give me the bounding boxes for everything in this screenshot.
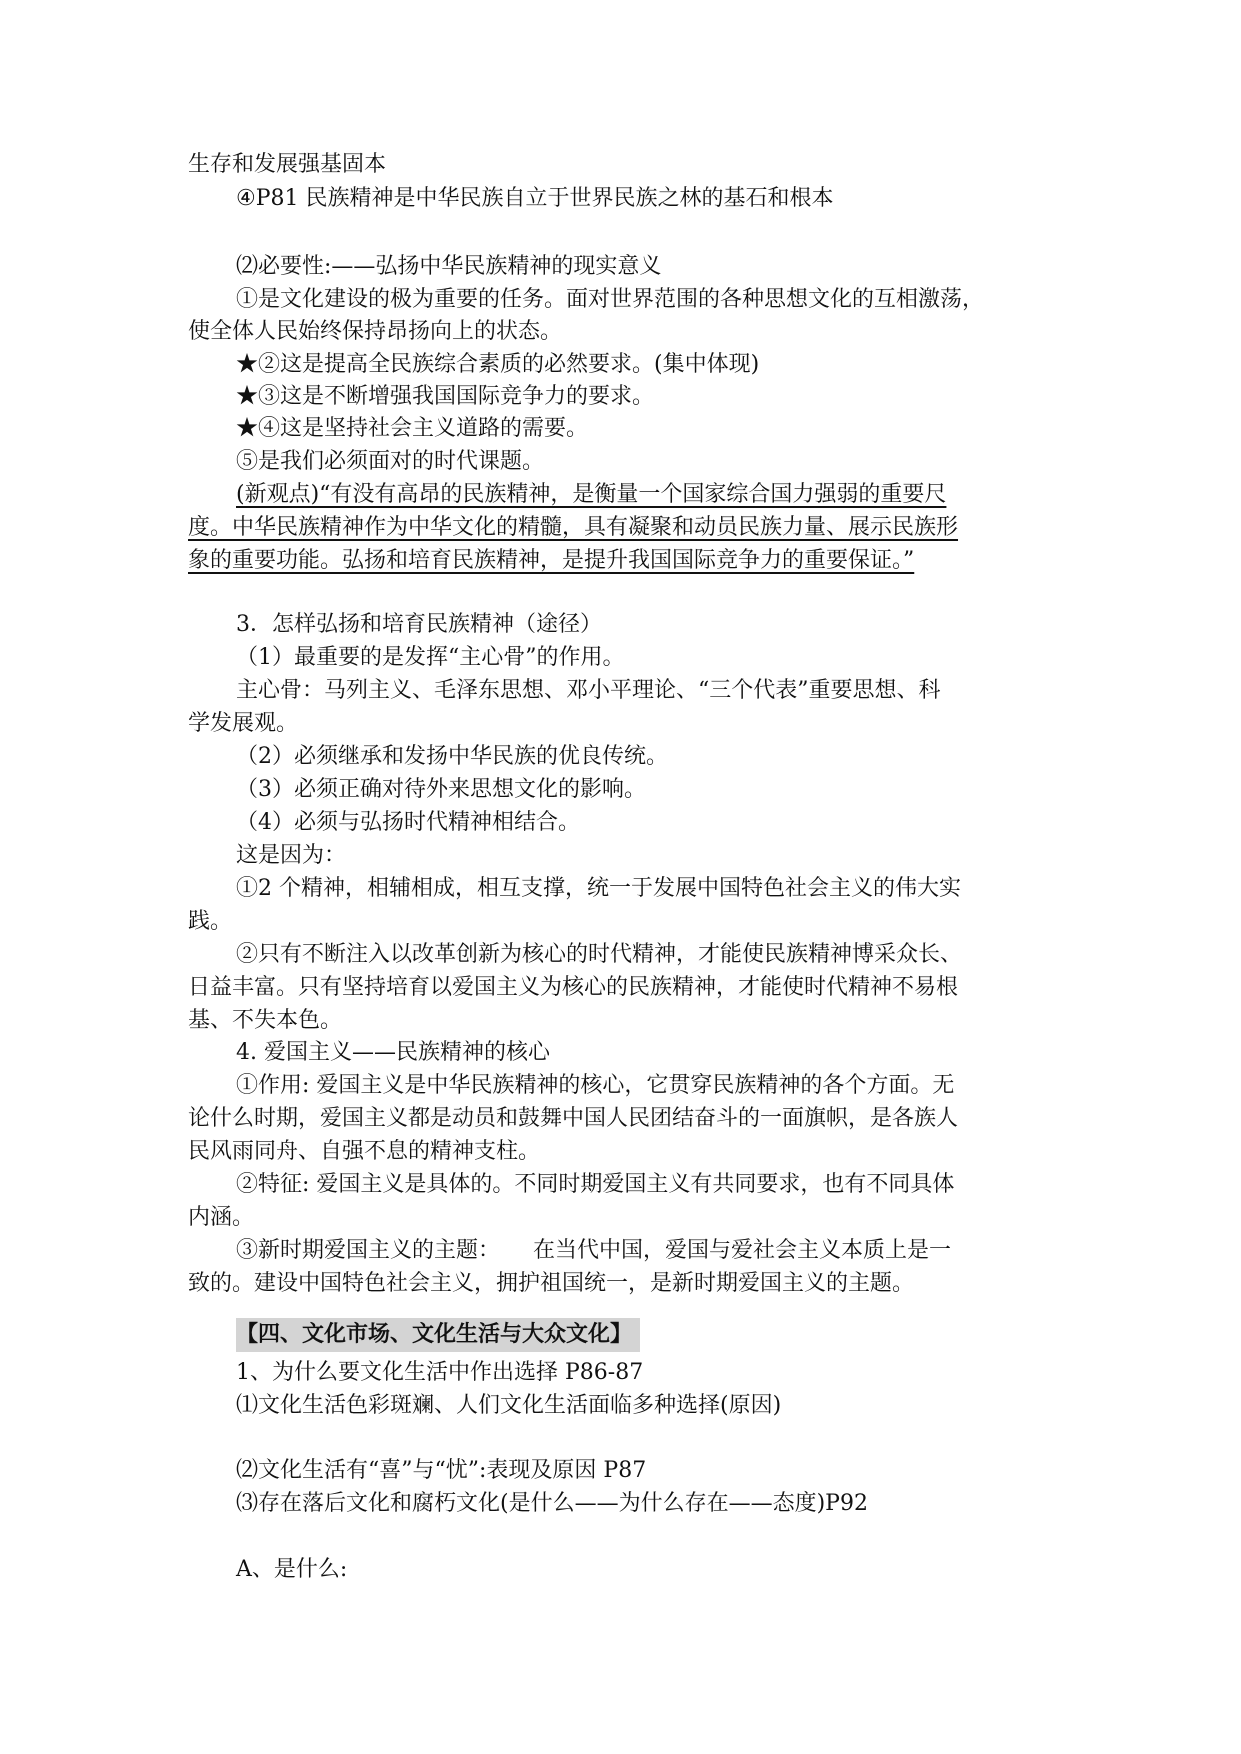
text-line: 4. 爱国主义——民族精神的核心 (236, 1040, 550, 1065)
text-line: ②特征: 爱国主义是具体的。不同时期爱国主义有共同要求，也有不同具体 (236, 1172, 955, 1197)
text-line: （3）必须正确对待外来思想文化的影响。 (236, 777, 646, 802)
new-viewpoint-line: (新观点)“有没有高昂的民族精神，是衡量一个国家综合国力强弱的重要尺 (236, 482, 947, 507)
text-line: 民风雨同舟、自强不息的精神支柱。 (188, 1139, 541, 1164)
text-line: 1、为什么要文化生活中作出选择 P86-87 (236, 1360, 644, 1385)
text-line: ⑵必要性:——弘扬中华民族精神的现实意义 (236, 254, 662, 279)
text-line: 论什么时期，爱国主义都是动员和鼓舞中国人民团结奋斗的一面旗帜，是各族人 (188, 1106, 959, 1131)
text-line: 使全体人民始终保持昂扬向上的状态。 (188, 319, 563, 344)
text-line: ⑴文化生活色彩斑斓、人们文化生活面临多种选择(原因) (236, 1393, 782, 1418)
text-line: ★④这是坚持社会主义道路的需要。 (236, 416, 589, 441)
text-line: A、是什么: (236, 1557, 348, 1582)
text-line: ⑶存在落后文化和腐朽文化(是什么——为什么存在——态度)P92 (236, 1491, 868, 1516)
text-line: 内涵。 (188, 1205, 255, 1230)
text-line: ①作用: 爱国主义是中华民族精神的核心，它贯穿民族精神的各个方面。无 (236, 1073, 955, 1098)
text-line: 践。 (188, 909, 233, 934)
text-line: 日益丰富。只有坚持培育以爱国主义为核心的民族精神，才能使时代精神不易根 (188, 975, 959, 1000)
text-line: ①是文化建设的极为重要的任务。面对世界范围的各种思想文化的互相激荡， (236, 287, 985, 312)
text-line: ⑵文化生活有“喜”与“忧”:表现及原因 P87 (236, 1458, 647, 1483)
text-line: ★③这是不断增强我国国际竞争力的要求。 (236, 384, 655, 409)
text-line: （1）最重要的是发挥“主心骨”的作用。 (236, 645, 625, 670)
text-line: ★②这是提高全民族综合素质的必然要求。(集中体现) (236, 352, 760, 377)
section-heading: 【四、文化市场、文化生活与大众文化】 (236, 1318, 640, 1352)
text-line: 3．怎样弘扬和培育民族精神（途径） (236, 612, 602, 637)
text-line: ①2 个精神，相辅相成，相互支撑，统一于发展中国特色社会主义的伟大实 (236, 876, 961, 901)
text-line: ⑤是我们必须面对的时代课题。 (236, 449, 545, 474)
text-line: （4）必须与弘扬时代精神相结合。 (236, 810, 580, 835)
text-line: （2）必须继承和发扬中华民族的优良传统。 (236, 744, 668, 769)
text-line: 主心骨：马列主义、毛泽东思想、邓小平理论、“三个代表”重要思想、科 (236, 678, 941, 703)
text-line: ③新时期爱国主义的主题： 在当代中国，爱国与爱社会主义本质上是一 (236, 1238, 952, 1263)
text-line: ②只有不断注入以改革创新为核心的时代精神，才能使民族精神博采众长、 (236, 942, 963, 967)
text-line: ④P81 民族精神是中华民族自立于世界民族之林的基石和根本 (236, 186, 834, 211)
new-viewpoint-line: 度。中华民族精神作为中华文化的精髓，具有凝聚和动员民族力量、展示民族形 (188, 515, 959, 540)
text-line: 基、不失本色。 (188, 1008, 343, 1033)
new-viewpoint-line: 象的重要功能。弘扬和培育民族精神，是提升我国国际竞争力的重要保证。” (188, 548, 915, 573)
text-line: 学发展观。 (188, 711, 299, 736)
text-line: 致的。建设中国特色社会主义，拥护祖国统一，是新时期爱国主义的主题。 (188, 1271, 915, 1296)
text-line: 这是因为： (236, 843, 347, 868)
text-line: 生存和发展强基固本 (188, 152, 387, 177)
